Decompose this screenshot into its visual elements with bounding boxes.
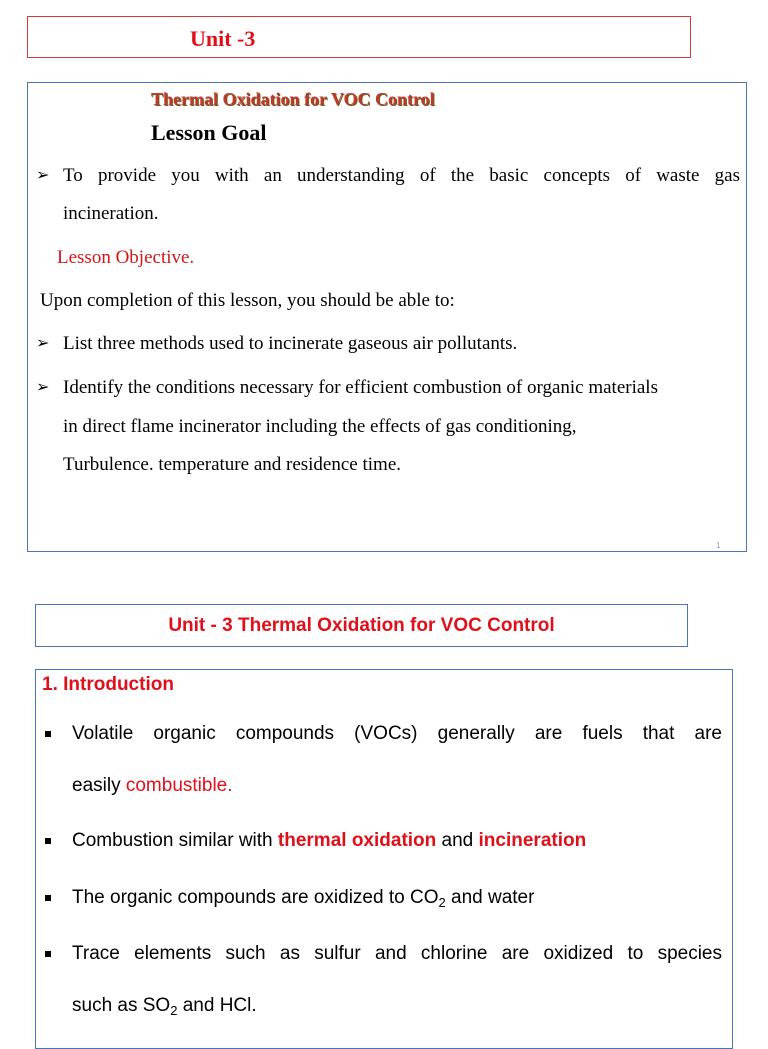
upon-completion-text: Upon completion of this lesson, you should be able to: bbox=[40, 290, 455, 311]
text-span: and bbox=[436, 830, 479, 851]
text-span: easily bbox=[72, 775, 126, 796]
intro-bullet-2 bbox=[72, 827, 586, 855]
square-bullet-icon bbox=[45, 951, 51, 957]
square-bullet-icon bbox=[45, 838, 51, 844]
objective-bullet-2-line2: in direct flame incinerator including the effects of gas conditioning, bbox=[63, 416, 577, 437]
goal-text-line2: incineration. bbox=[63, 203, 159, 224]
slide2-title: Unit - 3 Thermal Oxidation for VOC Control bbox=[168, 615, 555, 636]
text-span: and HCl. bbox=[177, 995, 257, 1016]
intro-bullet-3 bbox=[72, 884, 534, 912]
text-span: The organic compounds are oxidized to CO bbox=[72, 887, 439, 908]
slide1-topic: Thermal Oxidation for VOC Control bbox=[151, 89, 435, 109]
intro-bullet-1-line1: Volatile organic compounds (VOCs) generally are fuels that are bbox=[72, 723, 722, 744]
page-number: 1 bbox=[716, 541, 721, 550]
lesson-objective-label: Lesson Objective. bbox=[57, 247, 195, 268]
intro-bullet-4-line1: Trace elements such as sulfur and chlorine are oxidized to species bbox=[72, 943, 722, 964]
unit-title: Unit -3 bbox=[190, 26, 256, 51]
text-span: and water bbox=[445, 887, 535, 908]
arrow-bullet-icon: ➢ bbox=[36, 379, 50, 396]
objective-bullet-2-line1: Identify the conditions necessary for efficient combustion of organic materials bbox=[63, 377, 658, 398]
introduction-heading: 1. Introduction bbox=[42, 674, 174, 695]
subscript: 2 bbox=[170, 1003, 178, 1018]
highlight-incineration: incineration bbox=[478, 830, 587, 851]
text-span: Combustion similar with bbox=[72, 830, 278, 851]
lesson-goal-heading: Lesson Goal bbox=[151, 120, 267, 145]
square-bullet-icon bbox=[45, 731, 51, 737]
highlight-combustible: combustible. bbox=[125, 775, 233, 796]
arrow-bullet-icon: ➢ bbox=[36, 167, 50, 184]
square-bullet-icon bbox=[45, 895, 51, 901]
arrow-bullet-icon: ➢ bbox=[36, 335, 50, 352]
objective-bullet-2-line3: Turbulence. temperature and residence time. bbox=[63, 454, 402, 475]
goal-text-line1: To provide you with an understanding of the basic concepts of waste gas bbox=[63, 165, 740, 186]
intro-bullet-4-line2 bbox=[72, 992, 257, 1020]
subscript: 2 bbox=[438, 895, 446, 910]
objective-bullet-1: List three methods used to incinerate gaseous air pollutants. bbox=[63, 333, 518, 354]
highlight-thermal-oxidation: thermal oxidation bbox=[277, 830, 437, 851]
unit-title-box bbox=[27, 16, 691, 58]
text-span: such as SO bbox=[72, 995, 171, 1016]
intro-bullet-1-line2 bbox=[72, 772, 233, 800]
